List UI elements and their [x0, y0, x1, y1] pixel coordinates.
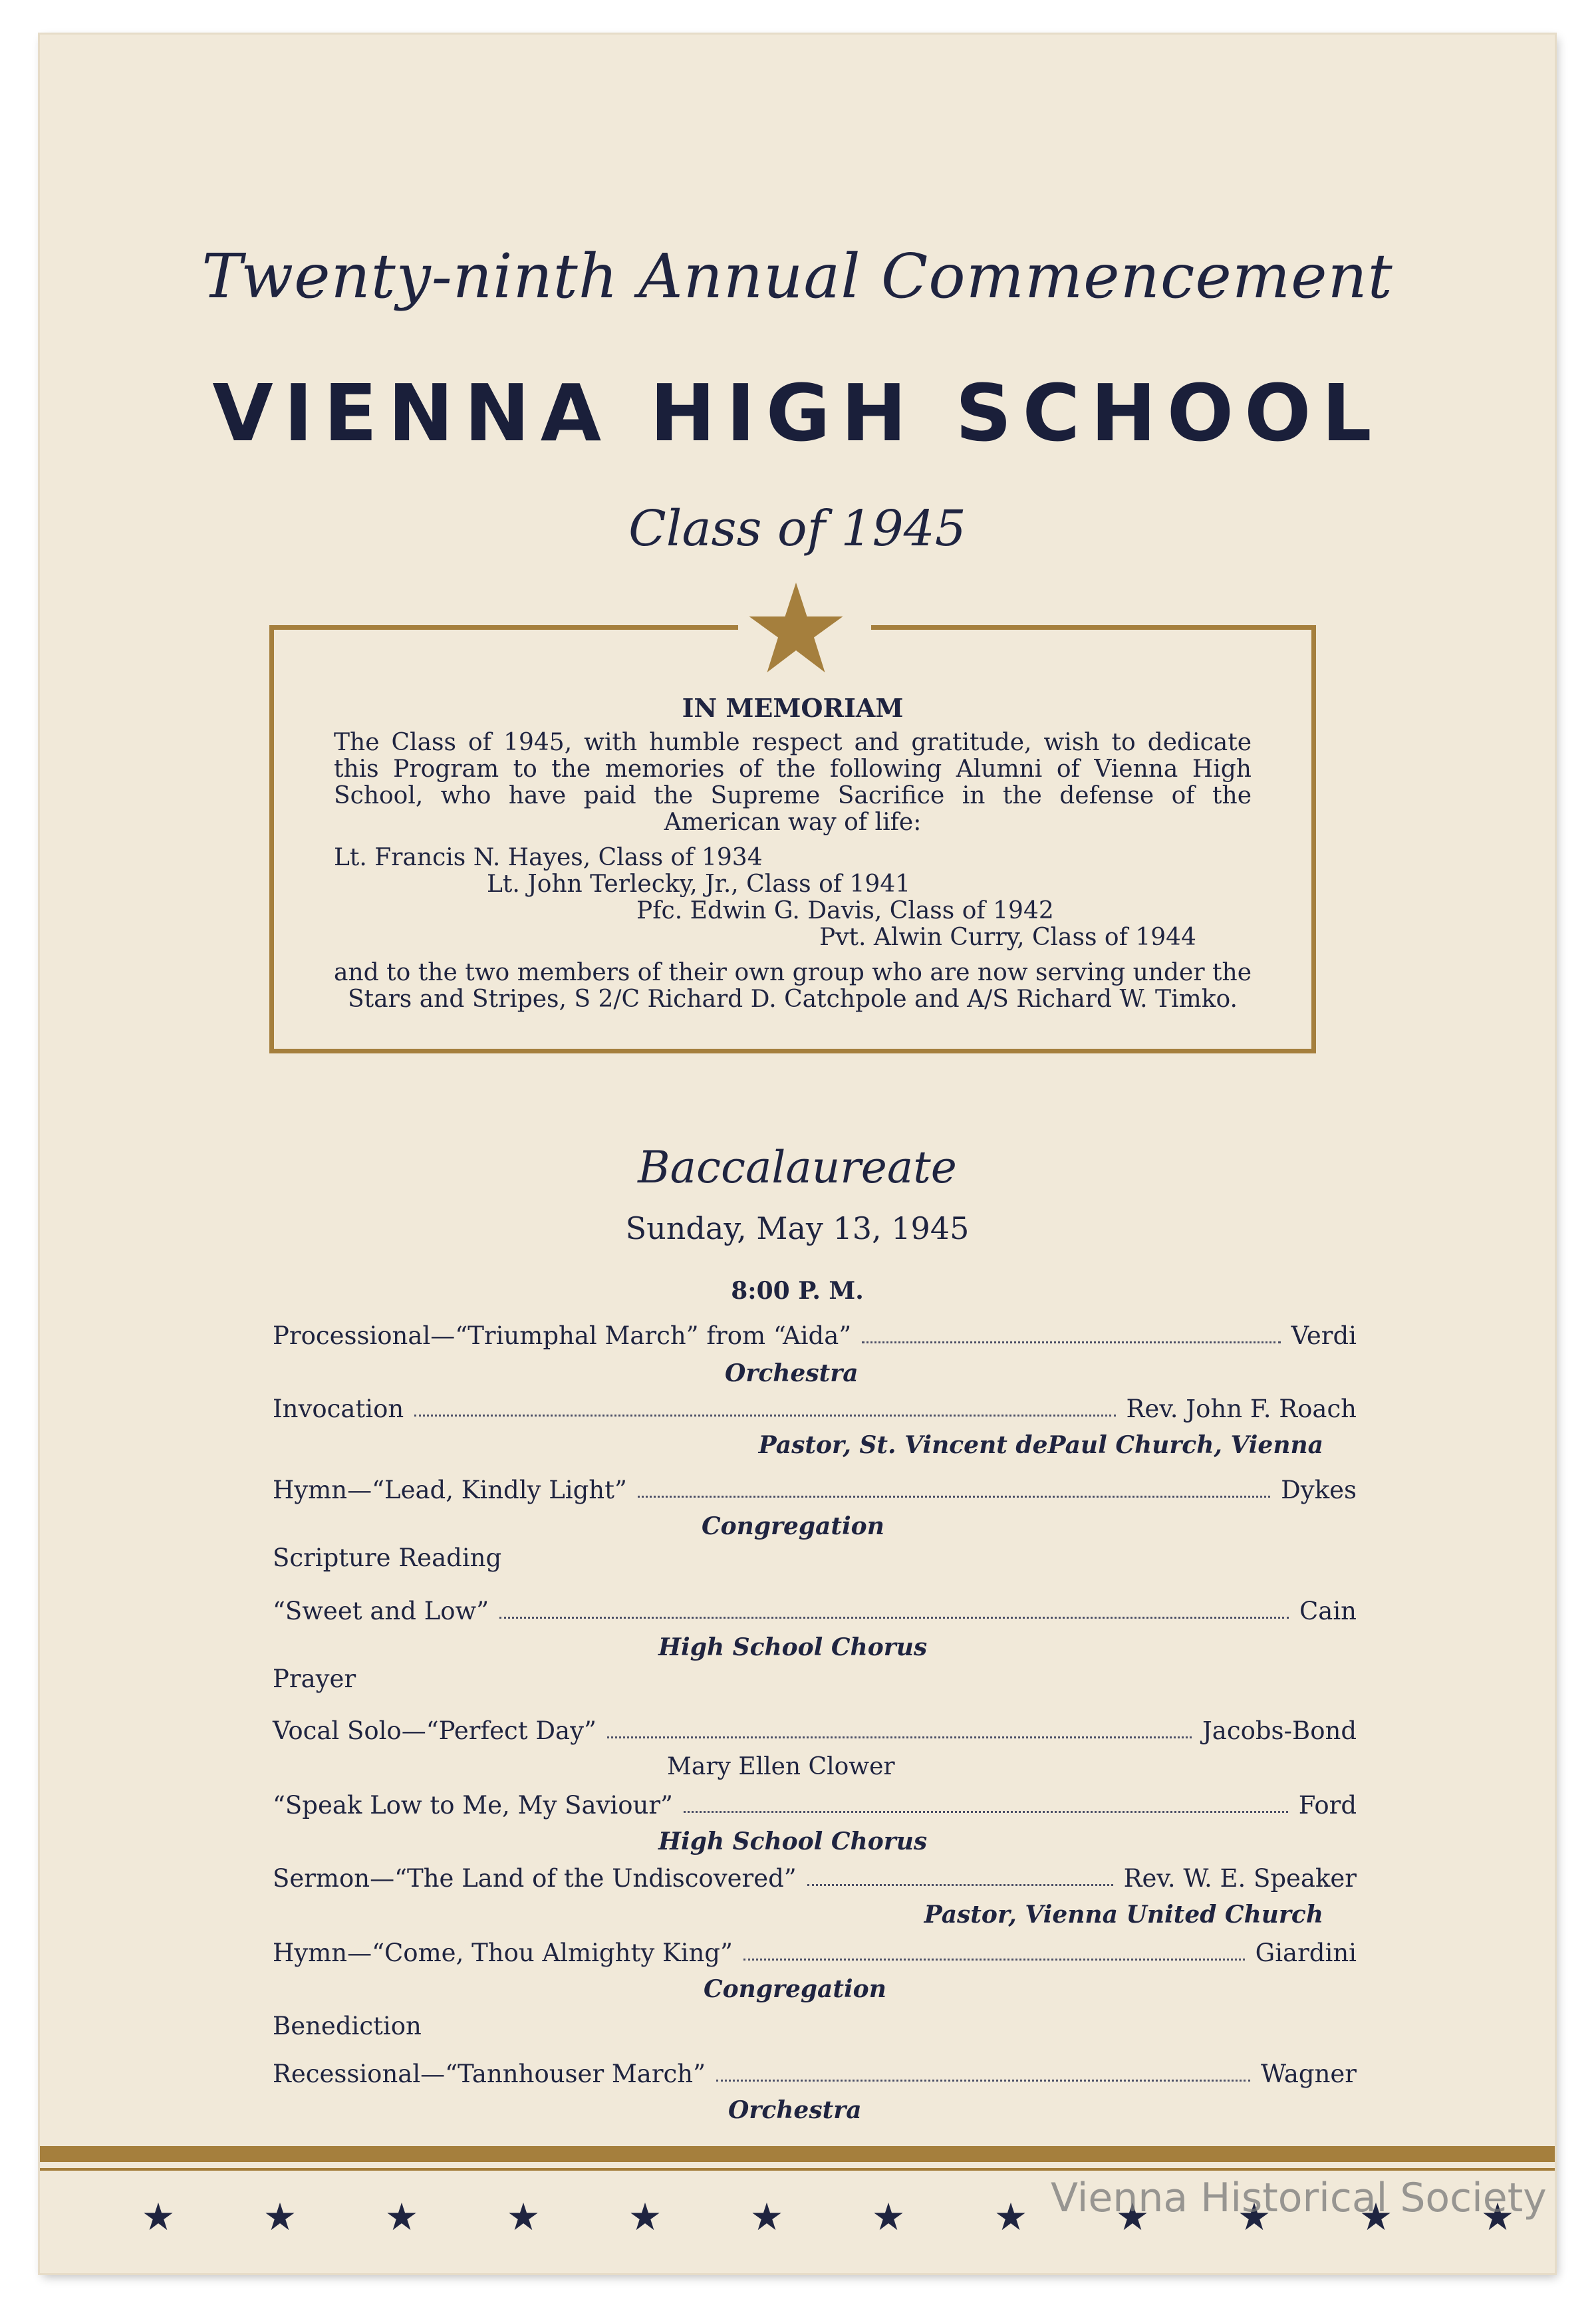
- footer-band-thin: [40, 2168, 1555, 2171]
- program-page: [40, 35, 1555, 2273]
- star-icon: [508, 2201, 539, 2232]
- program-item: Prayer: [273, 1665, 356, 1693]
- program-item: Vocal Solo—“Perfect Day”: [273, 1716, 597, 1745]
- program-performer: Giardini: [1255, 1939, 1357, 1967]
- watermark: Vienna Historical Society: [1051, 2175, 1547, 2221]
- footer-band: [40, 2146, 1555, 2162]
- program-performer: Ford: [1298, 1791, 1357, 1820]
- memoriam-name: Pvt. Alwin Curry, Class of 1944: [819, 924, 1196, 951]
- program-row: [273, 1663, 1357, 1693]
- program-row: [273, 2010, 1357, 2040]
- star-icon: [630, 2201, 660, 2232]
- program-row: [273, 1542, 1357, 1572]
- program-row: [273, 1714, 1357, 1745]
- gold-star-icon: [746, 579, 846, 678]
- program-row: [273, 1595, 1357, 1625]
- memoriam-closing: and to the two members of their own group who are now serving under the Stars and Stripes, S 2/C Richard D. Catchpole and A/S Richard W. Timko.: [334, 959, 1252, 1013]
- program-performer: Dykes: [1281, 1476, 1357, 1504]
- class-year: Class of 1945: [628, 500, 966, 557]
- program-sub: Pastor, Vienna United Church: [924, 1901, 1323, 1929]
- star-icon: [751, 2201, 782, 2232]
- program-row: [273, 1937, 1357, 1967]
- star-icon: [873, 2201, 904, 2232]
- program-performer: Wagner: [1261, 2060, 1357, 2088]
- baccalaureate-time: 8:00 P. M.: [731, 1277, 864, 1305]
- program-sub: Pastor, St. Vincent dePaul Church, Vienna: [758, 1431, 1323, 1459]
- memoriam-name: Pfc. Edwin G. Davis, Class of 1942: [636, 897, 1054, 924]
- leader-dots: [684, 1811, 1288, 1813]
- star-icon: [996, 2201, 1026, 2232]
- commencement-heading: Twenty-ninth Annual Commencement: [201, 241, 1393, 312]
- program-sub: Mary Ellen Clower: [667, 1753, 895, 1780]
- program-performer: Jacobs-Bond: [1202, 1716, 1357, 1745]
- program-row: [273, 1862, 1357, 1893]
- program-item: Scripture Reading: [273, 1544, 502, 1572]
- program-item: Recessional—“Tannhouser March”: [273, 2060, 706, 2088]
- baccalaureate-date: Sunday, May 13, 1945: [625, 1210, 970, 1246]
- leader-dots: [862, 1341, 1280, 1343]
- program-row: [273, 2058, 1357, 2088]
- program-item: Hymn—“Lead, Kindly Light”: [273, 1476, 627, 1504]
- leader-dots: [499, 1617, 1289, 1619]
- program-item: Invocation: [273, 1395, 404, 1423]
- leader-dots: [414, 1415, 1115, 1417]
- leader-dots: [638, 1496, 1270, 1498]
- star-icon: [386, 2201, 417, 2232]
- leader-dots: [716, 2080, 1250, 2082]
- program-sub: High School Chorus: [658, 1633, 928, 1661]
- star-icon: [143, 2201, 174, 2232]
- star-icon: [265, 2201, 295, 2232]
- memoriam-name: Lt. Francis N. Hayes, Class of 1934: [334, 844, 763, 871]
- program-item: Hymn—“Come, Thou Almighty King”: [273, 1939, 733, 1967]
- program-performer: Verdi: [1291, 1321, 1357, 1350]
- program-sub: High School Chorus: [658, 1828, 928, 1855]
- program-row: [273, 1393, 1357, 1423]
- memoriam-box: [269, 625, 1316, 1053]
- memoriam-name: Lt. John Terlecky, Jr., Class of 1941: [487, 871, 911, 898]
- program-row: [273, 1474, 1357, 1504]
- program-sub: Congregation: [704, 1975, 886, 2003]
- program-row: [273, 1789, 1357, 1820]
- program-sub: Congregation: [702, 1512, 884, 1540]
- memoriam-dedication: The Class of 1945, with humble respect and gratitude, wish to dedicate this Program to the memories of the following Alumni of Vienna High School, who have paid the Supreme Sacrifice in the defense of the American way of life:: [334, 729, 1252, 836]
- program-sub: Orchestra: [728, 2096, 862, 2124]
- program-item: Processional—“Triumphal March” from “Aida”: [273, 1321, 852, 1350]
- program-item: “Speak Low to Me, My Saviour”: [273, 1791, 673, 1820]
- memoriam-title: IN MEMORIAM: [682, 693, 904, 723]
- leader-dots: [743, 1959, 1245, 1961]
- leader-dots: [807, 1884, 1113, 1886]
- school-name: VIENNA HIGH SCHOOL: [212, 367, 1383, 459]
- program-row: [273, 1319, 1357, 1350]
- program-item: Benediction: [273, 2012, 422, 2040]
- program-item: Sermon—“The Land of the Undiscovered”: [273, 1864, 797, 1893]
- baccalaureate-title: Baccalaureate: [638, 1142, 957, 1193]
- leader-dots: [607, 1736, 1192, 1738]
- program-item: “Sweet and Low”: [273, 1597, 489, 1625]
- program-performer: Rev. W. E. Speaker: [1123, 1864, 1357, 1893]
- program-performer: Cain: [1299, 1597, 1357, 1625]
- program-performer: Rev. John F. Roach: [1126, 1395, 1357, 1423]
- program-sub: Orchestra: [725, 1359, 859, 1387]
